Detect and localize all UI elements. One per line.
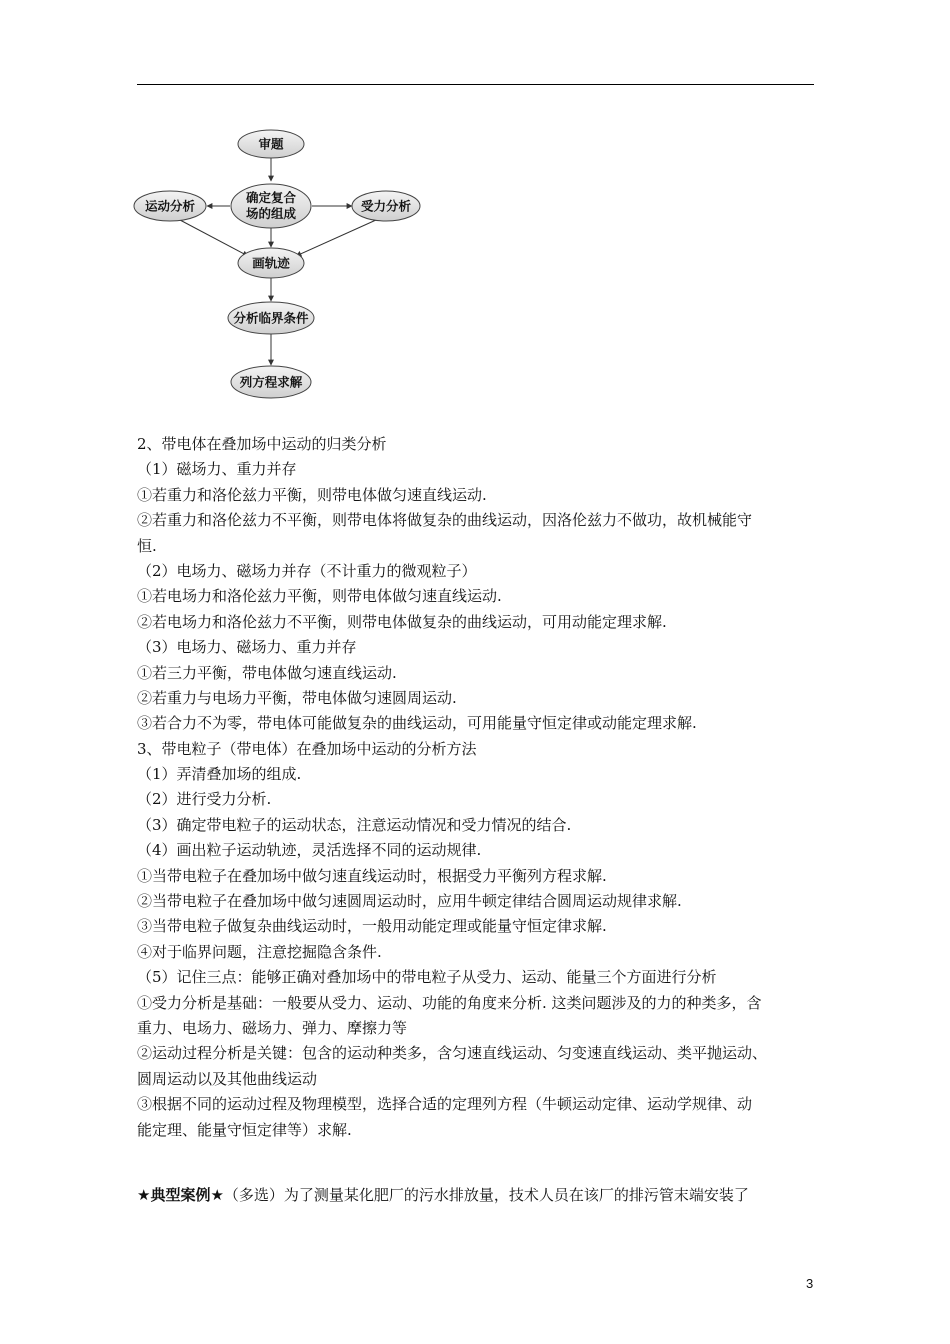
- paragraph-line: ②当带电粒子在叠加场中做匀速圆周运动时，应用牛顿定律结合圆周运动规律求解.: [137, 892, 682, 911]
- node-determine-label-1: 确定复合: [245, 190, 297, 205]
- paragraph-line: 恒.: [137, 536, 157, 555]
- node-equations: [231, 366, 311, 398]
- node-critical-label: 分析临界条件: [233, 310, 309, 326]
- subheading: （3）确定带电粒子的运动状态，注意运动情况和受力情况的结合.: [137, 815, 572, 834]
- subheading: （3）电场力、磁场力、重力并存: [137, 638, 357, 657]
- subheading: （2）进行受力分析.: [137, 790, 272, 809]
- node-motion-label: 运动分析: [144, 198, 196, 214]
- node-determine-label-2: 场的组成: [245, 206, 297, 221]
- edge-force-trajectory: [296, 220, 376, 256]
- subheading: （1）弄清叠加场的组成.: [137, 765, 302, 784]
- node-trajectory-label: 画轨迹: [252, 255, 290, 271]
- node-force: [352, 191, 420, 221]
- node-trajectory: [238, 248, 304, 278]
- subheading: （4）画出粒子运动轨迹，灵活选择不同的运动规律.: [137, 841, 482, 860]
- paragraph-line: 重力、电场力、磁场力、弹力、摩擦力等: [137, 1018, 408, 1037]
- subheading: （5）记住三点：能够正确对叠加场中的带电粒子从受力、运动、能量三个方面进行分析: [137, 968, 717, 987]
- paragraph-line: ②若重力和洛伦兹力不平衡，则带电体将做复杂的曲线运动，因洛伦兹力不做功，故机械能守: [137, 511, 753, 530]
- paragraph-line: ③若合力不为零，带电体可能做复杂的曲线运动，可用能量守恒定律或动能定理求解.: [137, 714, 697, 733]
- node-determine: [231, 184, 311, 228]
- subheading: （2）电场力、磁场力并存（不计重力的微观粒子）: [137, 561, 477, 580]
- paragraph-line: ②运动过程分析是关键：包含的运动种类多，含匀速直线运动、匀变速直线运动、类平抛运动、: [137, 1044, 768, 1063]
- paragraph-line: ③根据不同的运动过程及物理模型，选择合适的定理列方程（牛顿运动定律、运动学规律、动: [137, 1095, 753, 1114]
- header-rule: [137, 84, 814, 85]
- node-critical: [228, 302, 314, 334]
- section-heading: 3、带电粒子（带电体）在叠加场中运动的分析方法: [137, 739, 477, 758]
- edge-motion-trajectory: [180, 220, 248, 256]
- paragraph-line: ④对于临界问题，注意挖掘隐含条件.: [137, 942, 382, 961]
- paragraph-line: ③当带电粒子做复杂曲线运动时，一般用动能定理或能量守恒定律求解.: [137, 917, 607, 936]
- node-review-label: 审题: [258, 136, 284, 152]
- paragraph-line: ①若三力平衡，带电体做匀速直线运动.: [137, 663, 397, 682]
- paragraph-line: ①当带电粒子在叠加场中做匀速直线运动时，根据受力平衡列方程求解.: [137, 866, 607, 885]
- node-force-label: 受力分析: [360, 198, 412, 214]
- paragraph-line: 能定理、能量守恒定律等）求解.: [137, 1120, 352, 1139]
- paragraph-line: ①若电场力和洛伦兹力平衡，则带电体做匀速直线运动.: [137, 587, 502, 606]
- body-text: [137, 432, 827, 1143]
- paragraph-line: ②若电场力和洛伦兹力不平衡，则带电体做复杂的曲线运动，可用动能定理求解.: [137, 612, 667, 631]
- node-review: [238, 130, 304, 158]
- subheading: （1）磁场力、重力并存: [137, 460, 297, 479]
- page-number: 3: [806, 1276, 814, 1291]
- paragraph-line: ②若重力与电场力平衡，带电体做匀速圆周运动.: [137, 688, 457, 707]
- node-equations-label: 列方程求解: [239, 374, 303, 390]
- flowchart: [130, 120, 430, 410]
- section-heading: 2、带电体在叠加场中运动的归类分析: [137, 435, 387, 453]
- node-motion: [134, 191, 206, 221]
- case-text: （多选）为了测量某化肥厂的污水排放量，技术人员在该厂的排污管末端安装了: [223, 1186, 749, 1204]
- paragraph-line: 圆周运动以及其他曲线运动: [137, 1069, 318, 1088]
- paragraph-line: ①若重力和洛伦兹力平衡，则带电体做匀速直线运动.: [137, 485, 487, 504]
- typical-case: [137, 1184, 749, 1205]
- case-label: ★典型案例★: [137, 1186, 224, 1204]
- paragraph-line: ①受力分析是基础：一般要从受力、运动、功能的角度来分析. 这类问题涉及的力的种类多，含: [137, 993, 762, 1012]
